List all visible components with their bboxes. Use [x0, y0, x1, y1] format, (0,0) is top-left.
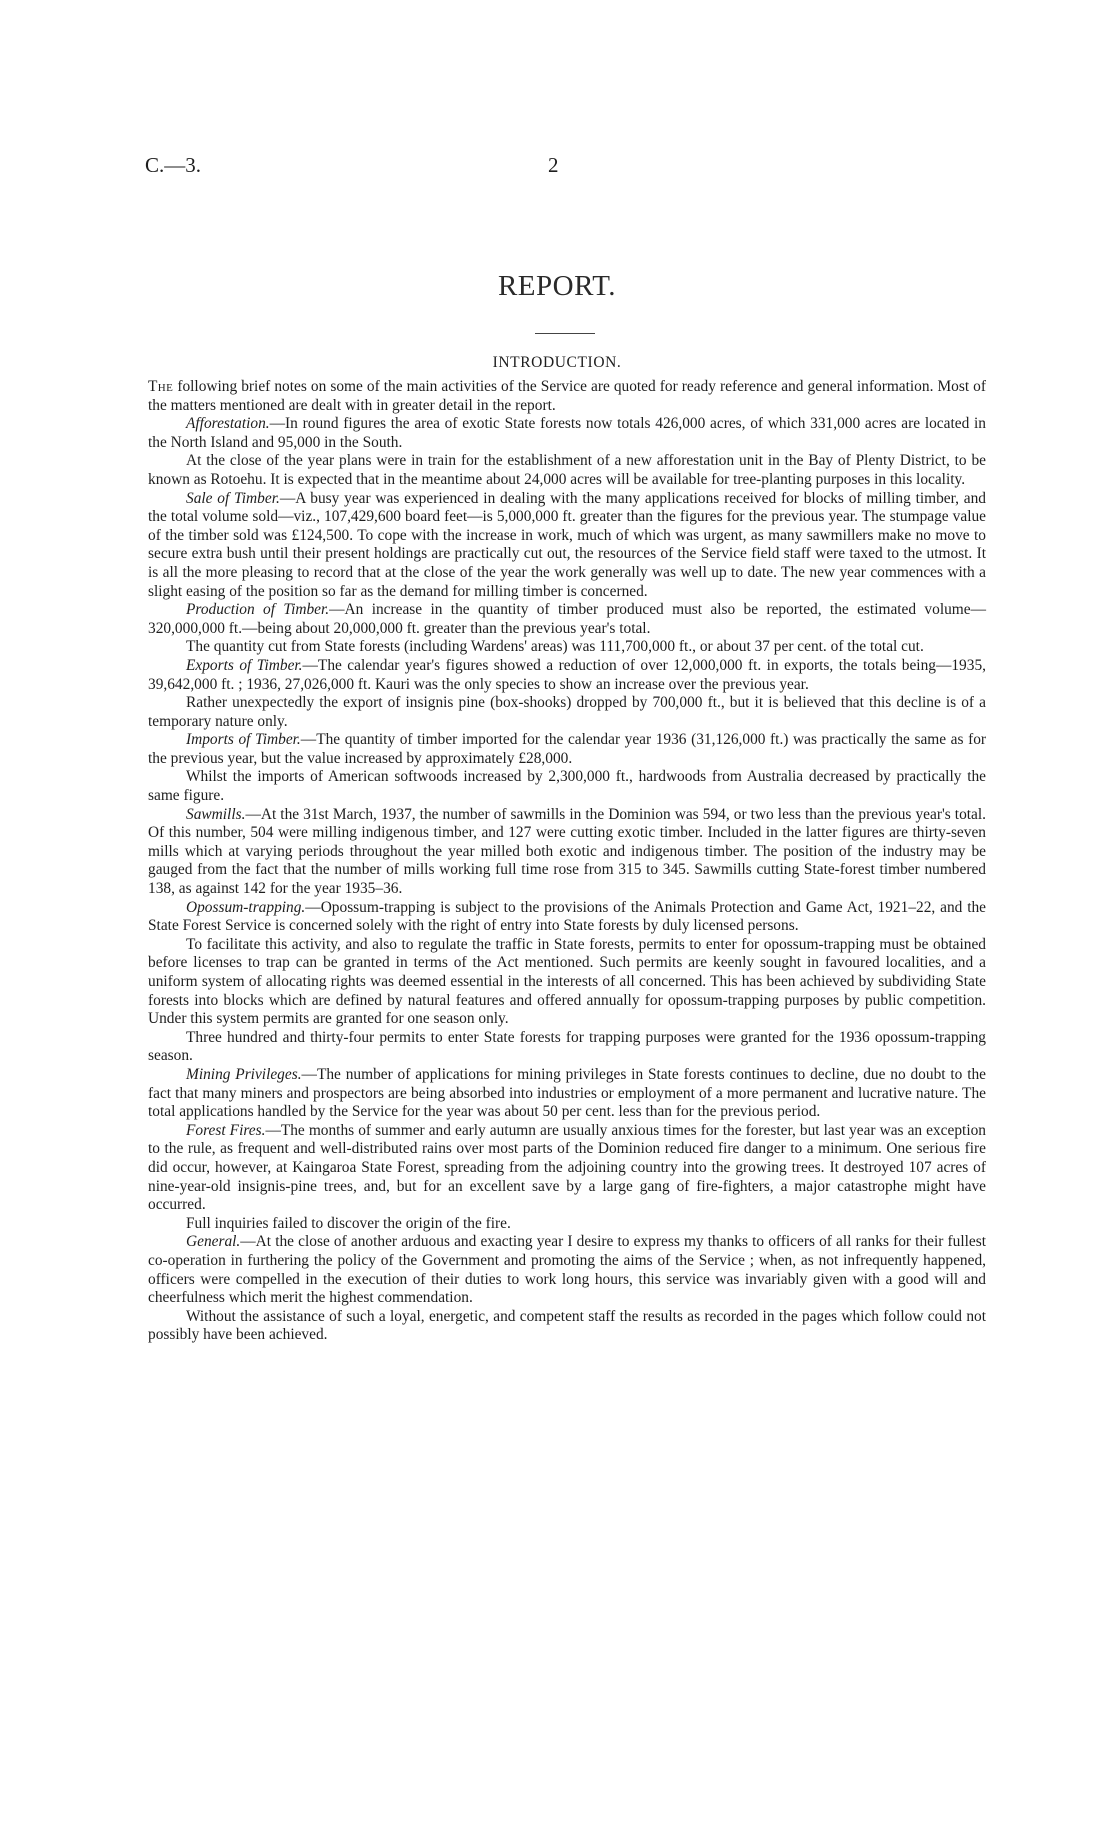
paragraph-text: At the close of the year plans were in train for the establishment of a new afforestation unit in the Bay of Plenty District, to be known as Rotoehu. It is expected that in the meantime about 24,000 acres will be available for tree-planting purposes in this locality.	[148, 452, 986, 488]
paragraph-text: —In round figures the area of exotic State forests now totals 426,000 acres, of which 331,000 acres are located in the North Island and 95,000 in the South.	[148, 415, 986, 451]
paragraph	[148, 378, 986, 415]
paragraph	[148, 657, 986, 694]
paragraph-text: Full inquiries failed to discover the origin of the fire.	[186, 1214, 511, 1232]
paragraph-lead: Forest Fires.	[186, 1121, 266, 1139]
paragraph-text: To facilitate this activity, and also to regulate the traffic in State forests, permits to enter for opossum-trapping must be obtained before licenses to trap can be granted in terms of the Act mentioned. Such permits are keenly sought in favoured localities, and a uniform system of allocating rights was deemed essential in the interests of all concerned. This has been achieved by subdividing State forests into blocks which are defined by natural features and offered annually for opossum-trapping purposes by public competition. Under this system permits are granted for one season only.	[148, 935, 986, 1028]
paragraph	[148, 731, 986, 768]
paragraph	[148, 1122, 986, 1215]
paragraph	[148, 638, 986, 657]
paragraph	[148, 1308, 986, 1345]
paragraph-text: —An increase in the quantity of timber produced must also be reported, the estimated volume—320,000,000 ft.—being about 20,000,000 ft. greater than the previous year's total.	[148, 601, 986, 637]
report-title: REPORT.	[497, 270, 617, 302]
paragraph-text: The quantity cut from State forests (including Wardens' areas) was 111,700,000 ft., or about 37 per cent. of the total cut.	[186, 638, 924, 656]
paragraph-text: Three hundred and thirty-four permits to enter State forests for trapping purposes were granted for the 1936 opossum-trapping season.	[148, 1028, 986, 1065]
paragraph-text: Rather unexpectedly the export of insignis pine (box-shooks) dropped by 700,000 ft., but it is believed that this decline is of a temporary nature only.	[148, 694, 986, 730]
paragraph	[148, 936, 986, 1029]
page-number: 2	[548, 153, 559, 177]
paragraph	[148, 1233, 986, 1307]
paragraph	[148, 601, 986, 638]
paragraph-lead: Opossum-trapping.	[186, 898, 306, 916]
paragraph-text: —The months of summer and early autumn are usually anxious times for the forester, but last year was an exception to the rule, as frequent and well-distributed rains over most parts of the Dominion reduced fire danger to a minimum. One serious fire did occur, however, at Kaingaroa State Forest, spreading from the adjoining country into the growing trees. It destroyed 107 acres of nine-year-old insignis-pine trees, and, but for an excellent save by a large gang of fire-fighters, a major catastrophe might have occurred.	[148, 1121, 986, 1214]
paragraph-lead: Exports of Timber.	[186, 656, 303, 674]
paragraph-text: —At the close of another arduous and exacting year I desire to express my thanks to officers of all ranks for their fullest co-operation in furthering the policy of the Government and promoting the aims of the Service ; when, as not infrequently happened, officers were compelled in the execution of their duties to work long hours, this service was invariably given with a good will and cheerfulness which merit the highest commendation.	[148, 1233, 986, 1307]
paragraph-text: —The quantity of timber imported for the calendar year 1936 (31,126,000 ft.) was practically the same as for the previous year, but the value increased by approximately £28,000.	[148, 731, 987, 767]
paragraph-lead: Imports of Timber.	[186, 731, 301, 749]
paragraph-lead: Sale of Timber.	[186, 489, 280, 507]
paragraph-text: —The calendar year's figures showed a reduction of over 12,000,000 ft. in exports, the totals being—1935, 39,642,000 ft. ; 1936, 27,026,000 ft. Kauri was the only species to show an increase over the previous year.	[148, 656, 986, 693]
paragraph-lead: Sawmills.	[186, 805, 246, 823]
paragraph	[148, 452, 986, 489]
paragraph-text: —The number of applications for mining privileges in State forests continues to decline, due no doubt to the fact that many miners and prospectors are being absorbed into industries or employment of a more permanent and lucrative nature. The total applications handled by the Service for the year was about 50 per cent. less than for the previous period.	[148, 1065, 986, 1121]
paragraph	[148, 490, 986, 602]
paragraph-lead: Production of Timber.	[186, 601, 330, 619]
paragraph-lead: Afforestation.	[186, 415, 270, 433]
paragraph	[148, 415, 986, 452]
paragraph-lead: Mining Privileges.	[186, 1065, 302, 1083]
title-divider	[535, 333, 595, 334]
report-body	[148, 378, 986, 1345]
paragraph-opener: The	[148, 378, 174, 395]
section-heading: INTRODUCTION.	[492, 354, 622, 371]
paragraph	[148, 1029, 986, 1066]
paragraph	[148, 768, 986, 805]
paragraph-text: —A busy year was experienced in dealing with the many applications received for blocks of milling timber, and the total volume sold—viz., 107,429,600 board feet—is 5,000,000 ft. greater than the figures for the previous year. The stumpage value of the timber sold was £124,500. To cope with the increase in work, much of which was urgent, as many sawmillers make no move to secure extra bush until their present holdings are practically cut out, the resources of the Service field staff were taxed to the utmost. It is all the more pleasing to record that at the close of the year the work generally was well up to date. The new year commences with a slight easing of the position so far as the demand for milling timber is concerned.	[148, 489, 986, 600]
paragraph-lead: General.	[186, 1233, 241, 1251]
paragraph-text: Whilst the imports of American softwoods increased by 2,300,000 ft., hardwoods from Australia decreased by practically the same figure.	[148, 768, 986, 805]
paragraph	[148, 694, 986, 731]
paragraph	[148, 899, 986, 936]
paragraph-text: Without the assistance of such a loyal, energetic, and competent staff the results as recorded in the pages which follow could not possibly have been achieved.	[148, 1307, 986, 1344]
paragraph-text: —Opossum-trapping is subject to the provisions of the Animals Protection and Game Act, 1921–22, and the State Forest Service is concerned solely with the right of entry into State forests by duly licensed persons.	[148, 898, 986, 935]
paragraph-text: following brief notes on some of the main activities of the Service are quoted for ready reference and general information. Most of the matters mentioned are dealt with in greater detail in the report.	[148, 378, 986, 414]
paragraph	[148, 806, 986, 899]
document-reference: C.—3.	[145, 153, 202, 177]
paragraph	[148, 1066, 986, 1122]
paragraph	[148, 1215, 986, 1234]
paragraph-text: —At the 31st March, 1937, the number of sawmills in the Dominion was 594, or two less than the previous year's total. Of this number, 504 were milling indigenous timber, and 127 were cutting exotic timber. Included in the latter figures are thirty-seven mills which at varying periods throughout the year milled both exotic and indigenous timber. The position of the industry may be gauged from the fact that the number of mills working full time rose from 315 to 345. Sawmills cutting State-forest timber numbered 138, as against 142 for the year 1935–36.	[148, 805, 986, 898]
